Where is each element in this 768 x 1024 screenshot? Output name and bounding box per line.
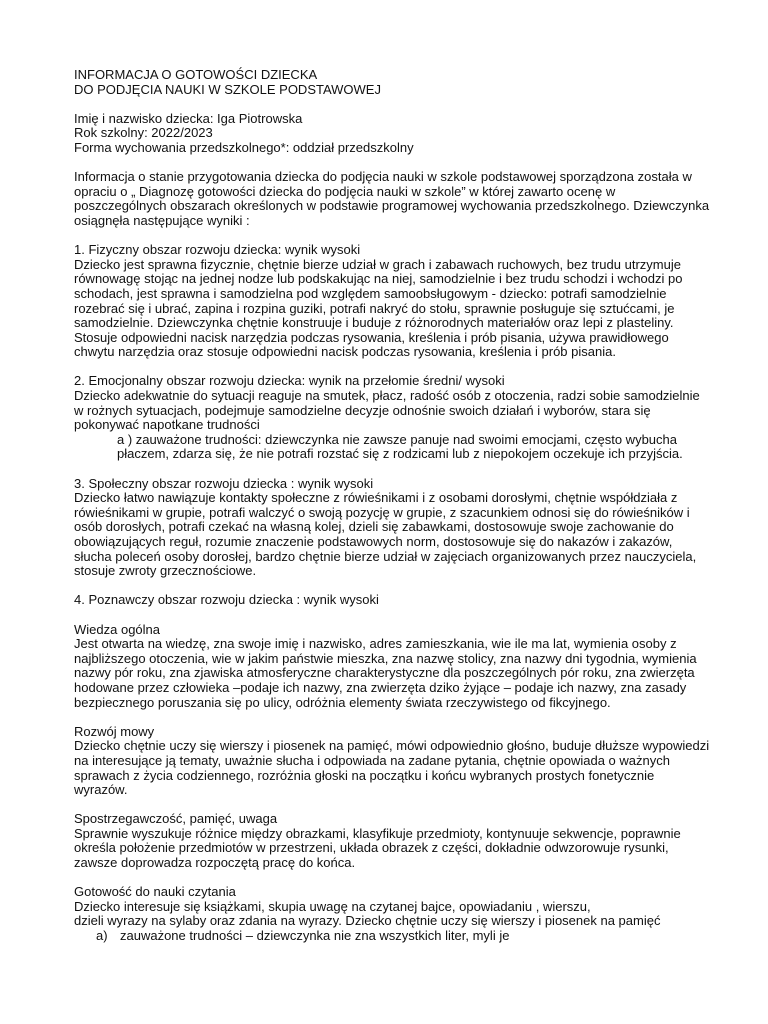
perception-body: Sprawnie wyszukuje różnice między obrazkami, klasyfikuje przedmioty, kontynuuje sekwencje, poprawnie określa położenie przedmiotów w przestrzeni, układa obrazek z części, dokładnie odwzorowuje rysunki, zawsze doprowadza rozpoczętą pracę do końca. — [74, 825, 681, 871]
subsection-reading — [74, 885, 710, 943]
intro-text: Informacja o stanie przygotowania dziecka do podjęcia nauki w szkole podstawowej sporządzona została w opraciu o „ Diagnozę gotowości dziecka do podjęcia nauki w szkole” w której zawarto ocenę w poszczególnych obszarach określonych w podstawie programowej wychowania przedszkolnego. Dziewczynka osiągnęła następujące wyniki : — [74, 169, 710, 228]
perception-heading: Spostrzegawczość, pamięć, uwaga — [74, 811, 278, 827]
list-marker: a) — [96, 928, 108, 944]
child-info — [74, 112, 710, 156]
section-emotional-body: Dziecko adekwatnie do sytuacji reaguje na smutek, płacz, radość osób z otoczenia, radzi sobie samodzielnie w rożnych sytuacjach, podejmuje samodzielne decyzje odnośnie swoich działań i wyborów, stara się pokonywać napotkane trudności — [74, 388, 700, 433]
subsection-perception — [74, 812, 710, 870]
intro-paragraph — [74, 170, 710, 228]
subsection-speech — [74, 725, 710, 798]
section-emotional-heading: 2. Emocjonalny obszar rozwoju dziecka: wynik na przełomie średni/ wysoki — [74, 373, 505, 389]
subsection-general-knowledge — [74, 623, 710, 711]
title-line-1: INFORMACJA O GOTOWOŚCI DZIECKA — [74, 67, 318, 82]
section-physical-heading: 1. Fizyczny obszar rozwoju dziecka: wynik wysoki — [74, 242, 361, 258]
section-social-body: Dziecko łatwo nawiązuje kontakty społeczne z rówieśnikami i z osobami dorosłymi, chętnie współdziała z rówieśnikami w grupie, potrafi walczyć o swoją pozycję w grupie, z szacunkiem odnosi się do rówieśników i osób dorosłych, potrafi czekać na własną kolej, dzieli się zabawkami, dostosowuje swoje zachowanie do obowiązujących reguł, rozumie znaczenie podstawowych norm, dostosowuje się do nakazów i zakazów, słucha poleceń osoby dorosłej, bardzo chętnie bierze udział w zajęciach organizowanych przez nauczyciela, stosuje zwroty grzecznościowe. — [74, 490, 697, 579]
section-emotional — [74, 374, 710, 462]
section-cognitive-heading: 4. Poznawczy obszar rozwoju dziecka : wynik wysoki — [74, 592, 379, 608]
section-physical-body: Dziecko jest sprawna fizycznie, chętnie bierze udział w grach i zabawach ruchowych, bez trudu utrzymuje równowagę stojąc na jednej nodze lub podskakując na niej, samodzielnie i bez trudu schodzi i wchodzi po schodach, jest sprawna i samodzielna pod względem samoobsługowym - dziecko: potrafi samodzielnie rozebrać się i ubrać, zapina i rozpina guziki, potrafi nakryć do stołu, sprawnie posługuje się sztućcami, je samodzielnie. Dziewczynka chętnie konstruuje i buduje z różnorodnych materiałów oraz lepi z plasteliny. Stosuje odpowiedni nacisk narzędzia podczas rysowania, kreślenia i prób pisania, używa prawidłowego chwytu narzędzia oraz stosuje odpowiedni nacisk podczas rysowania, kreślenia i prób pisania. — [74, 256, 683, 360]
reading-heading: Gotowość do nauki czytania — [74, 884, 236, 900]
section-social-heading: 3. Społeczny obszar rozwoju dziecka : wynik wysoki — [74, 475, 374, 491]
title-line-2: DO PODJĘCIA NAUKI W SZKOLE PODSTAWOWEJ — [74, 81, 381, 97]
school-year: Rok szkolny: 2022/2023 — [74, 125, 213, 141]
reading-difficulties-text: zauważone trudności – dziewczynka nie zna wszystkich liter, myli je — [120, 928, 510, 944]
speech-heading: Rozwój mowy — [74, 723, 155, 739]
preschool-form: Forma wychowania przedszkolnego*: oddział przedszkolny — [74, 139, 414, 155]
child-name: Imię i nazwisko dziecka: Iga Piotrowska — [74, 110, 303, 126]
document-title — [74, 68, 710, 97]
general-knowledge-body: Jest otwarta na wiedzę, zna swoje imię i nazwisko, adres zamieszkania, wie ile ma lat, wymienia osoby z najbliższego otoczenia, wie w jakim państwie mieszka, zna nazwę stolicy, zna nazwy dni tygodnia, wymienia nazwy pór roku, zna zjawiska atmosferyczne charakterystyczne dla poszczególnych pór roku, zna zwierzęta hodowane przez człowieka –podaje ich nazwy, zna zwierzęta dziko żyjące – podaje ich nazwy, zna zasady bezpiecznego poruszania się po ulicy, odróżnia elementy świata rzeczywistego od fikcyjnego. — [74, 636, 697, 710]
section-physical — [74, 243, 710, 360]
section-emotional-difficulties: a ) zauważone trudności: dziewczynka nie zawsze panuje nad swoimi emocjami, często wybucha płaczem, zdarza się, że nie potrafi rozstać się z rodzicami lub z niepokojem oczekuje ich przyjścia. — [117, 431, 683, 462]
reading-line-2: dzieli wyrazy na sylaby oraz zdania na wyrazy. Dziecko chętnie uczy się wierszy i piosenek na pamięć — [74, 913, 661, 929]
speech-body: Dziecko chętnie uczy się wierszy i piosenek na pamięć, mówi odpowiednio głośno, buduje dłuższe wypowiedzi na interesujące ją tematy, uważnie słucha i odpowiada na zadane pytania, chętnie opowiada o ważnych sprawach z życia codziennego, rozróżnia głoski na początku i końcu wybranych prostych fonetycznie wyrazów. — [74, 738, 710, 798]
section-social — [74, 477, 710, 579]
section-cognitive — [74, 593, 710, 608]
reading-difficulties-item — [74, 929, 710, 944]
reading-line-1: Dziecko interesuje się książkami, skupia uwagę na czytanej bajce, opowiadaniu , wierszu, — [74, 898, 591, 914]
general-knowledge-heading: Wiedza ogólna — [74, 621, 160, 637]
